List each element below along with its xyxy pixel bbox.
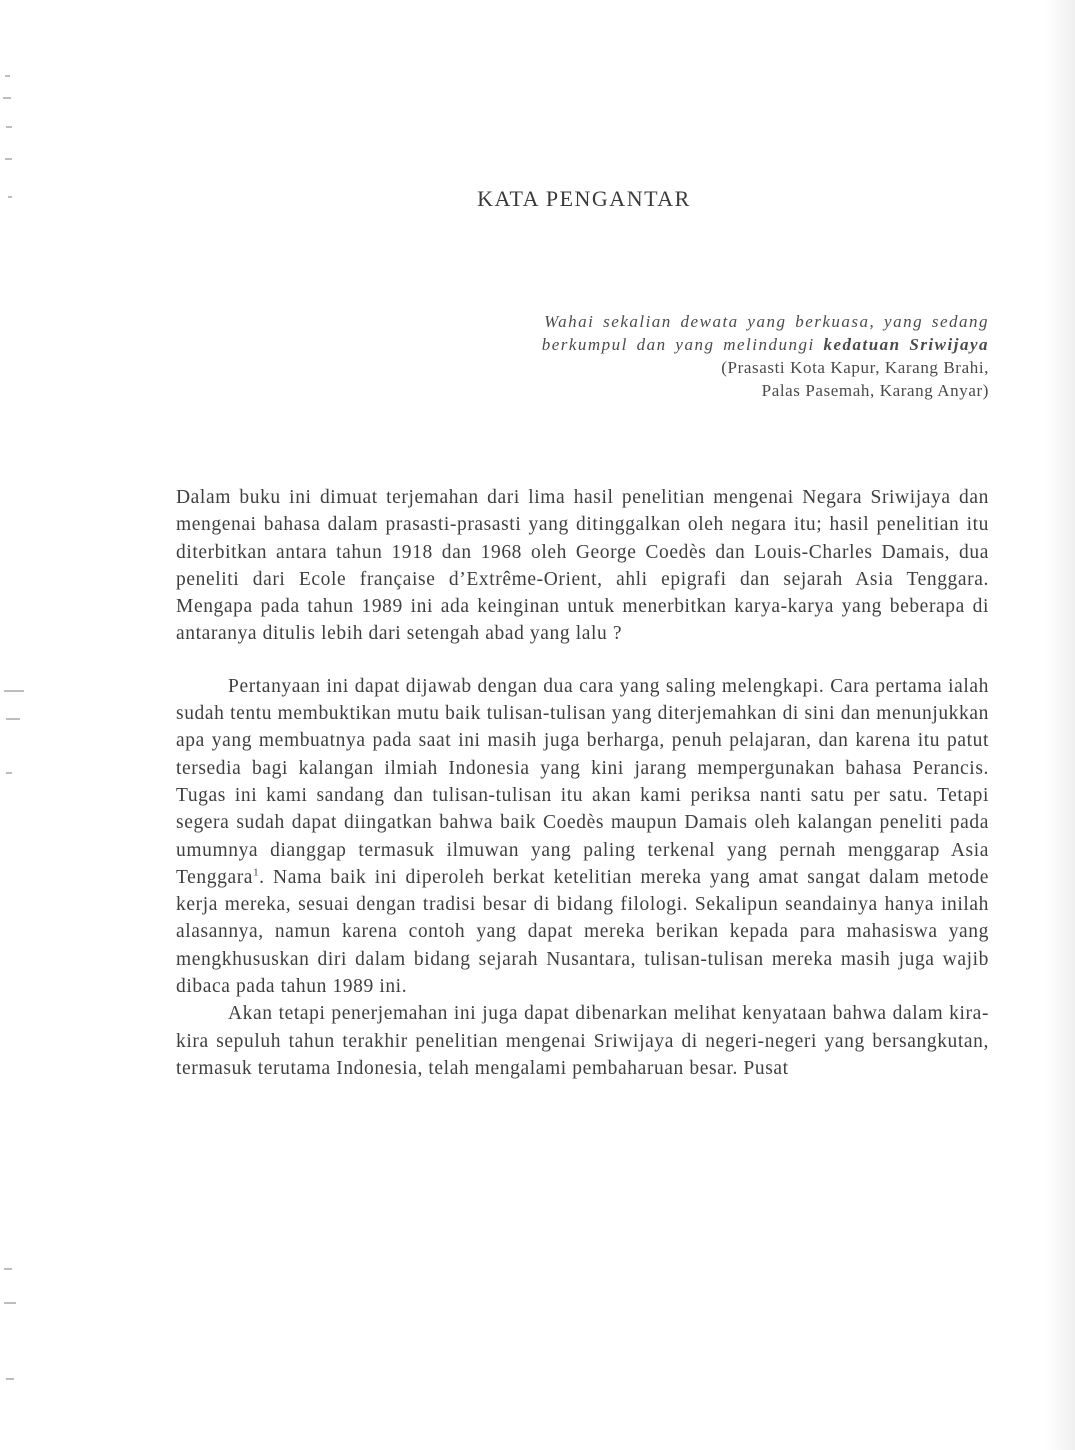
- speck: [6, 772, 12, 774]
- body-text: [176, 484, 989, 1082]
- speck: [6, 1378, 14, 1380]
- scan-margin-specks: [0, 0, 30, 1450]
- epigraph-quote-emphasis: kedatuan Sriwijaya: [823, 335, 989, 354]
- epigraph-quote-line2: berkumpul dan yang melindungi: [541, 335, 815, 354]
- epigraph-quote: [389, 310, 989, 356]
- scan-right-edge: [1045, 0, 1075, 1450]
- epigraph-source-line2: Palas Pasemah, Karang Anyar): [761, 381, 989, 400]
- paragraph-2-continuation: . Nama baik ini diperoleh berkat ketelitian mereka yang amat sangat dalam metode kerja mereka, sesuai dengan tradisi besar di bidang filologi. Sekalipun seandainya hanya inilah alasannya, namun karena contoh yang dapat mereka berikan kepada para mahasiswa yang mengkhususkan diri dalam bidang sejarah Nusantara, tulisan-tulisan mereka masih juga wajib dibaca pada tahun 1989 ini.: [176, 866, 989, 998]
- footnote-marker: 1: [253, 866, 260, 879]
- speck: [4, 1302, 16, 1304]
- paragraph-2-text: Pertanyaan ini dapat dijawab dengan dua cara yang saling melengkapi. Cara pertama ialah sudah tentu membuktikan mutu baik tulisan-tulisan yang diterjemahkan di sini dan menunjukkan apa yang membuatnya pada saat ini masih juga berharga, penuh pelajaran, dan karena itu patut tersedia bagi kalangan ilmiah Indonesia yang kini jarang mempergunakan bahasa Perancis. Tugas ini kami sandang dan tulisan-tulisan itu akan kami periksa nanti satu per satu. Tetapi segera sudah dapat diingatkan bahwa baik Coedès maupun Damais oleh kalangan peneliti pada umumnya dianggap termasuk ilmuwan yang paling terkenal yang pernah menggarap Asia Tenggara: [176, 675, 989, 888]
- speck: [6, 126, 12, 128]
- speck: [6, 718, 20, 720]
- speck: [5, 75, 10, 77]
- paragraph-1: Dalam buku ini dimuat terjemahan dari lima hasil penelitian mengenai Negara Sriwijaya dan mengenai bahasa dalam prasasti-prasasti yang ditinggalkan oleh negara itu; hasil penelitian itu diterbitkan antara tahun 1918 dan 1968 oleh George Coedès dan Louis-Charles Damais, dua peneliti dari Ecole française d’Extrême-Orient, ahli epigrafi dan sejarah Asia Tenggara. Mengapa pada tahun 1989 ini ada keinginan untuk menerbitkan karya-karya yang beberapa di antaranya ditulis lebih dari setengah abad yang lalu ?: [176, 487, 989, 645]
- epigraph-quote-line1: Wahai sekalian dewata yang berkuasa, yang sedang: [544, 312, 989, 331]
- epigraph-source: [389, 356, 989, 402]
- epigraph-source-line1: (Prasasti Kota Kapur, Karang Brahi,: [721, 358, 989, 377]
- speck: [4, 690, 24, 692]
- page-title: KATA PENGANTAR: [477, 186, 691, 211]
- speck: [4, 1268, 12, 1270]
- epigraph: [389, 310, 989, 402]
- paragraph-3: Akan tetapi penerjemahan ini juga dapat dibenarkan melihat kenyataan bahwa dalam kira-kira sepuluh tahun terakhir penelitian mengenai Sriwijaya di negeri-negeri yang bersangkutan, termasuk terutama Indonesia, telah mengalami pembaharuan besar. Pusat: [176, 1003, 989, 1079]
- paragraph-2: [176, 673, 989, 1001]
- speck: [5, 158, 12, 160]
- speck: [3, 97, 11, 99]
